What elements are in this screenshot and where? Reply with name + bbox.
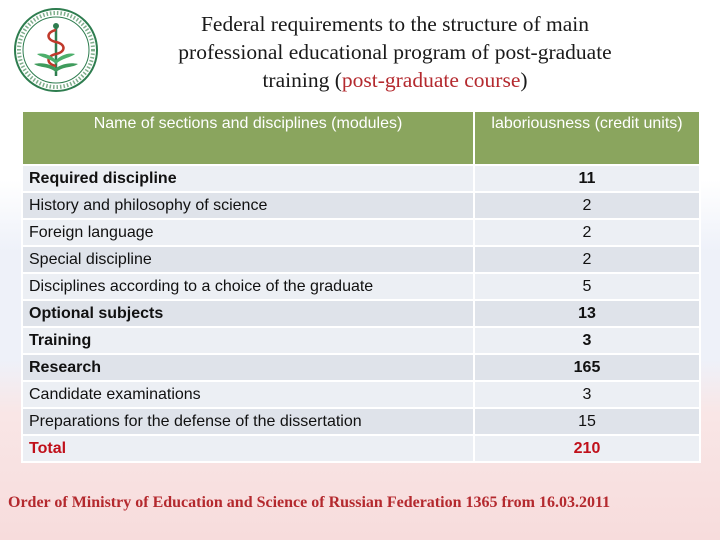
header-sections: Name of sections and disciplines (modules) (22, 111, 474, 165)
title-line-3 (115, 66, 675, 94)
title-line-3-prefix: training ( (262, 68, 342, 92)
title-line-3-suffix: ) (520, 68, 528, 92)
row-value: 3 (474, 327, 700, 354)
requirements-table (21, 110, 701, 463)
row-value: 5 (474, 273, 700, 300)
row-value: 2 (474, 219, 700, 246)
row-value: 210 (474, 435, 700, 462)
row-name: Training (22, 327, 474, 354)
row-name: Optional subjects (22, 300, 474, 327)
table-row (22, 219, 700, 246)
row-value: 3 (474, 381, 700, 408)
row-name: Special discipline (22, 246, 474, 273)
table-row (22, 408, 700, 435)
table-row-total (22, 435, 700, 462)
table-header-row (22, 111, 700, 165)
title-line-2: professional educational program of post-graduate (178, 40, 612, 64)
title-accent: post-graduate course (341, 68, 521, 92)
row-name: History and philosophy of science (22, 192, 474, 219)
row-value: 2 (474, 192, 700, 219)
table-row (22, 300, 700, 327)
title-line-1: Federal requirements to the structure of main (200, 12, 590, 36)
row-name: Total (22, 435, 474, 462)
row-name: Foreign language (22, 219, 474, 246)
row-name: Required discipline (22, 165, 474, 192)
table-row (22, 327, 700, 354)
row-value: 11 (474, 165, 700, 192)
table-row (22, 381, 700, 408)
row-value: 165 (474, 354, 700, 381)
row-value: 2 (474, 246, 700, 273)
university-seal-emblem (12, 6, 100, 94)
header-laboriousness: laboriousness (credit units) (474, 111, 700, 165)
table-row (22, 192, 700, 219)
row-value: 13 (474, 300, 700, 327)
row-name: Disciplines according to a choice of the graduate (22, 273, 474, 300)
page-title (115, 10, 675, 94)
table-row (22, 273, 700, 300)
table-row (22, 165, 700, 192)
row-name: Candidate examinations (22, 381, 474, 408)
table-row (22, 246, 700, 273)
row-value: 15 (474, 408, 700, 435)
row-name: Preparations for the defense of the dissertation (22, 408, 474, 435)
table-row (22, 354, 700, 381)
source-footnote: Order of Ministry of Education and Science of Russian Federation 1365 from 16.03.2011 (8, 494, 611, 511)
row-name: Research (22, 354, 474, 381)
